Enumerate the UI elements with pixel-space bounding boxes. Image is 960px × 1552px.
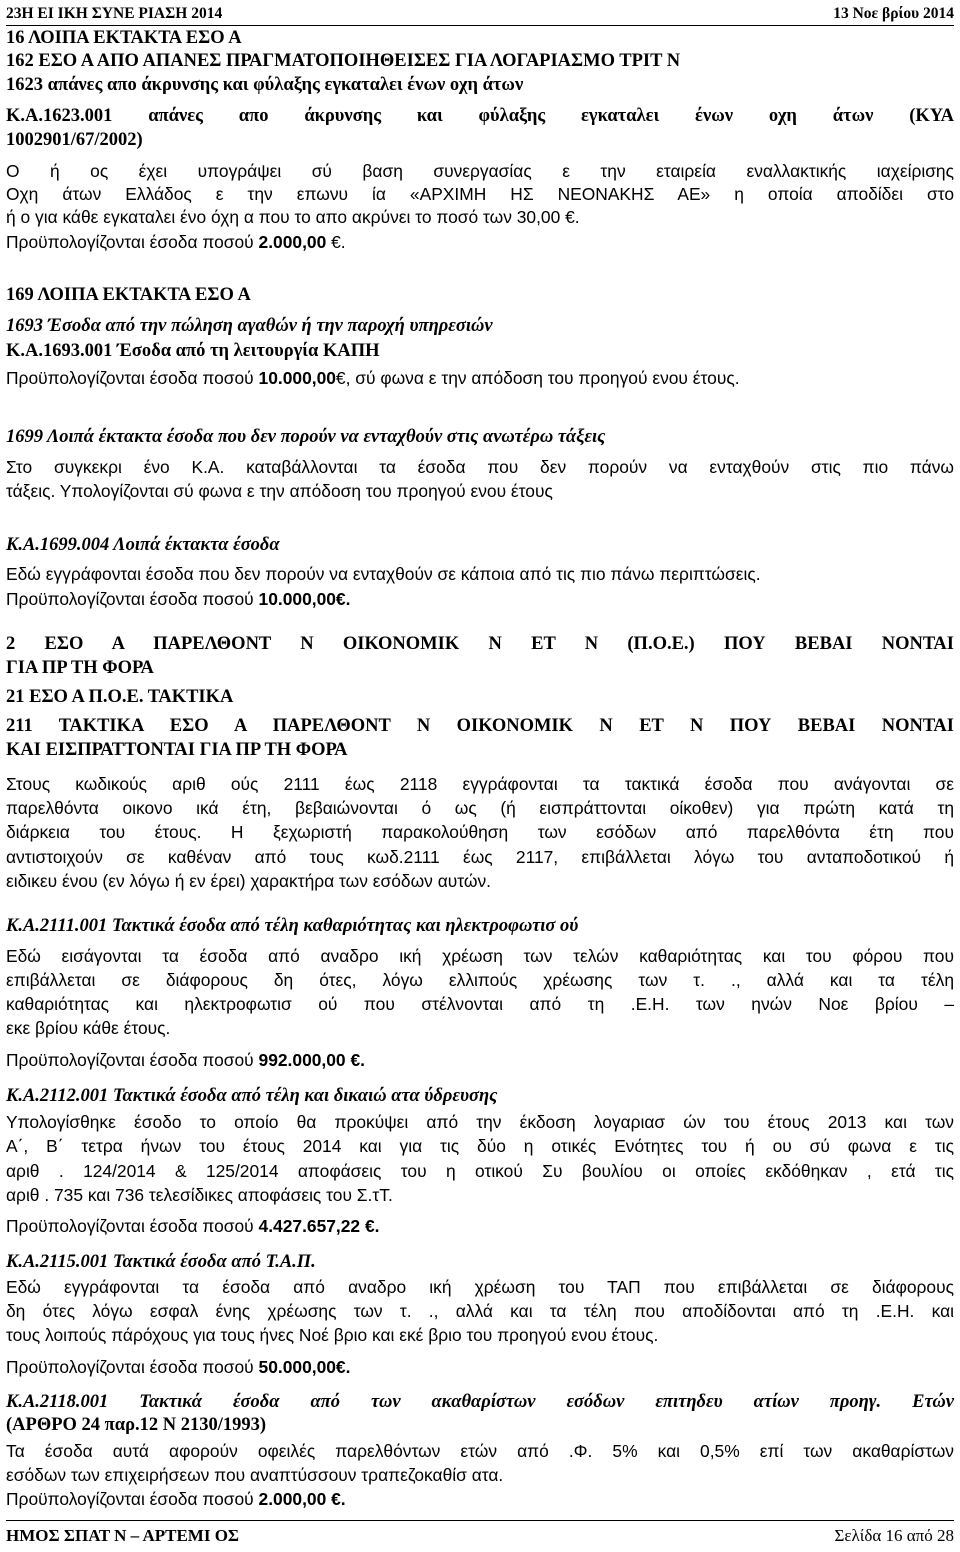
heading-ka-1699: Κ.Α.1699.004 Λοιπά έκτακτα έσοδα <box>6 535 280 555</box>
heading-2-cont: ΓΙΑ ΠΡ ΤΗ ΦΟΡΑ <box>6 658 154 678</box>
heading-2: 2 ΕΣΟ Α ΠΑΡΕΛΘΟΝΤ Ν ΟΙΚΟΝΟΜΙΚ Ν ΕΤ Ν (Π.Ο.Ε.) ΠΟΥ ΒΕΒΑΙ ΝΟΝΤΑΙ <box>6 634 954 654</box>
paragraph-line: τους λοιπούς πάρόχους για τους ήνες Νοέ βριο και εκέ βριο του προηγού ενου έτους. <box>6 1325 659 1345</box>
paragraph-line: Οχη άτων Ελλάδος ε την επωνυ ία «ΑΡΧΙΜΗ ΗΣ ΝΕΟΝΑΚΗΣ ΑΕ» η οποία αποδίδει στο <box>6 184 954 204</box>
heading-21: 21 ΕΣΟ Α Π.Ο.Ε. ΤΑΚΤΙΚΑ <box>6 687 234 707</box>
paragraph-line: ειδικευ ένου (εν λόγω ή εν έρει) χαρακτήρα των εσόδων αυτών. <box>6 871 492 891</box>
paragraph-line: Στους κωδικούς αριθ ούς 2111 έως 2118 εγγράφονται τα τακτικά έσοδα που ανάγονται σε <box>6 774 954 794</box>
paragraph-line: εκε βρίου κάθε έτους. <box>6 1018 171 1038</box>
heading-ka-2111: Κ.Α.2111.001 Τακτικά έσοδα από τέλη καθαριότητας και ηλεκτροφωτισ ού <box>6 916 579 936</box>
heading-ka-2112: Κ.Α.2112.001 Τακτικά έσοδα από τέλη και δικαιώ ατα ύδρευσης <box>6 1086 498 1106</box>
paragraph-line: δη ότες λόγω εσφαλ ένης χρέωσης των τ. ., αλλά και τα τέλη που αποδίδονται από τη .Ε.Η. και <box>6 1301 954 1321</box>
paragraph-line: Α΄, Β΄ τετρα ήνων του έτους 2014 και για τις δύο η οτικές Ενότητες του ή ου σύ φωνα ε τις <box>6 1136 954 1156</box>
heading-211: 211 ΤΑΚΤΙΚΑ ΕΣΟ Α ΠΑΡΕΛΘΟΝΤ Ν ΟΙΚΟΝΟΜΙΚ Ν ΕΤ Ν ΠΟΥ ΒΕΒΑΙ ΝΟΝΤΑΙ <box>6 716 954 736</box>
amount-1699: 10.000,00 <box>258 589 336 609</box>
amount-1693: 10.000,00 <box>258 368 336 388</box>
heading-ka-1693: Κ.Α.1693.001 Έσοδα από τη λειτουργία ΚΑΠΗ <box>6 341 380 361</box>
heading-1699: 1699 Λοιπά έκτακτα έσοδα που δεν πορούν να ενταχθούν στις ανωτέρω τάξεις <box>6 427 606 447</box>
paragraph-line: επιβάλλεται σε διάφορους δη ότες, λόγω ελλιπούς χρέωσης των τ. ., αλλά και τα τέλη <box>6 970 954 990</box>
amount-1623: 2.000,00 <box>258 232 327 252</box>
heading-ka-2115: Κ.Α.2115.001 Τακτικά έσοδα από Τ.Α.Π. <box>6 1252 316 1272</box>
amount-2112: 4.427.657,22 <box>258 1216 361 1236</box>
paragraph-line: παρελθόντα οικονο ικά έτη, βεβαιώνονται ό ως (ή εισπράττονται οίκοθεν) για πρώτη κατά τη <box>6 798 954 818</box>
budget-line: Προϋπολογίζονται έσοδα ποσού 50.000,00€. <box>6 1357 351 1377</box>
page-header <box>6 3 954 26</box>
paragraph-line: αριθ . 735 και 736 τελεσίδικες αποφάσεις του Σ.τΤ. <box>6 1185 393 1205</box>
heading-169: 169 ΛΟΙΠΑ ΕΚΤΑΚΤΑ ΕΣΟ Α <box>6 285 251 305</box>
paragraph-line: τάξεις. Υπολογίζονται σύ φωνα ε την απόδοση του προηγού ενου έτους <box>6 481 553 501</box>
page-footer <box>6 1520 954 1547</box>
paragraph-line: Εδώ εισάγονται τα έσοδα από αναδρο ική χρέωση των τελών καθαριότητας και του φόρου που <box>6 946 954 966</box>
heading-ka-2118: Κ.Α.2118.001 Τακτικά έσοδα από των ακαθαρίστων εσόδων επιτηδευ ατίων προηγ. Ετών <box>6 1392 954 1412</box>
paragraph-line: Στο συγκεκρι ένο Κ.Α. καταβάλλονται τα έσοδα που δεν πορούν να ενταχθούν στις πιο πάνω <box>6 457 954 477</box>
budget-line: Προϋπολογίζονται έσοδα ποσού 2.000,00 €. <box>6 232 346 252</box>
header-session: 23Η ΕΙ ΙΚΗ ΣΥΝΕ ΡΙΑΣΗ 2014 <box>6 5 223 22</box>
budget-line: Προϋπολογίζονται έσοδα ποσού 10.000,00€, σύ φωνα ε την απόδοση του προηγού ενου έτους. <box>6 368 740 388</box>
paragraph-line: Εδώ εγγράφονται έσοδα που δεν πορούν να ενταχθούν σε κάποια από τις πιο πάνω περιπτώσεις. <box>6 564 761 584</box>
paragraph-line: αντιστοιχούν σε καθέναν από τους κωδ.2111 έως 2117, επιβάλλεται λόγω του ανταποδοτικού ή <box>6 847 954 867</box>
paragraph-line: Υπολογίσθηκε έσοδο το οποίο θα προκύψει από την έκδοση λογαριασ ών του έτους 2013 και των <box>6 1112 954 1132</box>
paragraph-line: Ο ή ος έχει υπογράψει σύ βαση συνεργασίας ε την εταιρεία εναλλακτικής ιαχείρισης <box>6 161 954 181</box>
paragraph-line: αριθ . 124/2014 & 125/2014 αποφάσεις του η οτικού Συ βουλίου οι οποίες εκδόθηκαν , ετά τις <box>6 1161 954 1181</box>
paragraph-line: εσόδων των επιχειρήσεων που αναπτύσσουν τραπεζοκαθίσ ατα. <box>6 1465 504 1485</box>
footer-page-number: Σελίδα 16 από 28 <box>834 1526 954 1545</box>
amount-2115: 50.000,00 <box>258 1357 336 1377</box>
heading-16: 16 ΛΟΙΠΑ ΕΚΤΑΚΤΑ ΕΣΟ Α <box>6 28 242 48</box>
paragraph-line: διάρκεια του έτους. Η ξεχωριστή παρακολούθηση των εσόδων από παρελθόντα έτη που <box>6 822 954 842</box>
heading-ka-2118-cont: (ΑΡΘΡΟ 24 παρ.12 Ν 2130/1993) <box>6 1415 267 1435</box>
budget-line: Προϋπολογίζονται έσοδα ποσού 10.000,00€. <box>6 589 351 609</box>
budget-line: Προϋπολογίζονται έσοδα ποσού 992.000,00 €. <box>6 1050 365 1070</box>
heading-1693: 1693 Έσοδα από την πώληση αγαθών ή την παροχή υπηρεσιών <box>6 316 493 336</box>
heading-ka-1623: Κ.Α.1623.001 απάνες απο άκρυνσης και φύλαξης εγκαταλει ένων οχη άτων (ΚΥΑ <box>6 106 954 126</box>
heading-162: 162 ΕΣΟ Α ΑΠΟ ΑΠΑΝΕΣ ΠΡΑΓΜΑΤΟΠΟΙΗΘΕΙΣΕΣ ΓΙΑ ΛΟΓΑΡΙΑΣΜΟ ΤΡΙΤ Ν <box>6 51 681 71</box>
header-date: 13 Νοε βρίου 2014 <box>833 5 954 22</box>
paragraph-line: Τα έσοδα αυτά αφορούν οφειλές παρελθόντων ετών από .Φ. 5% και 0,5% επί των ακαθαρίστων <box>6 1441 954 1461</box>
amount-2118: 2.000,00 <box>258 1489 327 1509</box>
paragraph-line: ή ο για κάθε εγκαταλει ένο όχη α που το απο ακρύνει το ποσό των 30,00 €. <box>6 207 580 227</box>
heading-ka-1623-cont: 1002901/67/2002) <box>6 130 143 150</box>
paragraph-line: καθαριότητας και ηλεκτροφωτισ ού που στέλνονται από τη .Ε.Η. των ηνών Νοε βρίου – <box>6 994 954 1014</box>
amount-2111: 992.000,00 <box>258 1050 346 1070</box>
budget-line: Προϋπολογίζονται έσοδα ποσού 2.000,00 €. <box>6 1489 346 1509</box>
paragraph-line: Εδώ εγγράφονται τα έσοδα από αναδρο ική χρέωση του ΤΑΠ που επιβάλλεται σε διάφορους <box>6 1277 954 1297</box>
budget-line: Προϋπολογίζονται έσοδα ποσού 4.427.657,22 €. <box>6 1216 380 1236</box>
heading-1623: 1623 απάνες απο άκρυνσης και φύλαξης εγκαταλει ένων οχη άτων <box>6 75 524 95</box>
footer-municipality: ΗΜΟΣ ΣΠΑΤ Ν – ΑΡΤΕΜΙ ΟΣ <box>6 1526 240 1545</box>
heading-211-cont: ΚΑΙ ΕΙΣΠΡΑΤΤΟΝΤΑΙ ΓΙΑ ΠΡ ΤΗ ΦΟΡΑ <box>6 740 348 760</box>
